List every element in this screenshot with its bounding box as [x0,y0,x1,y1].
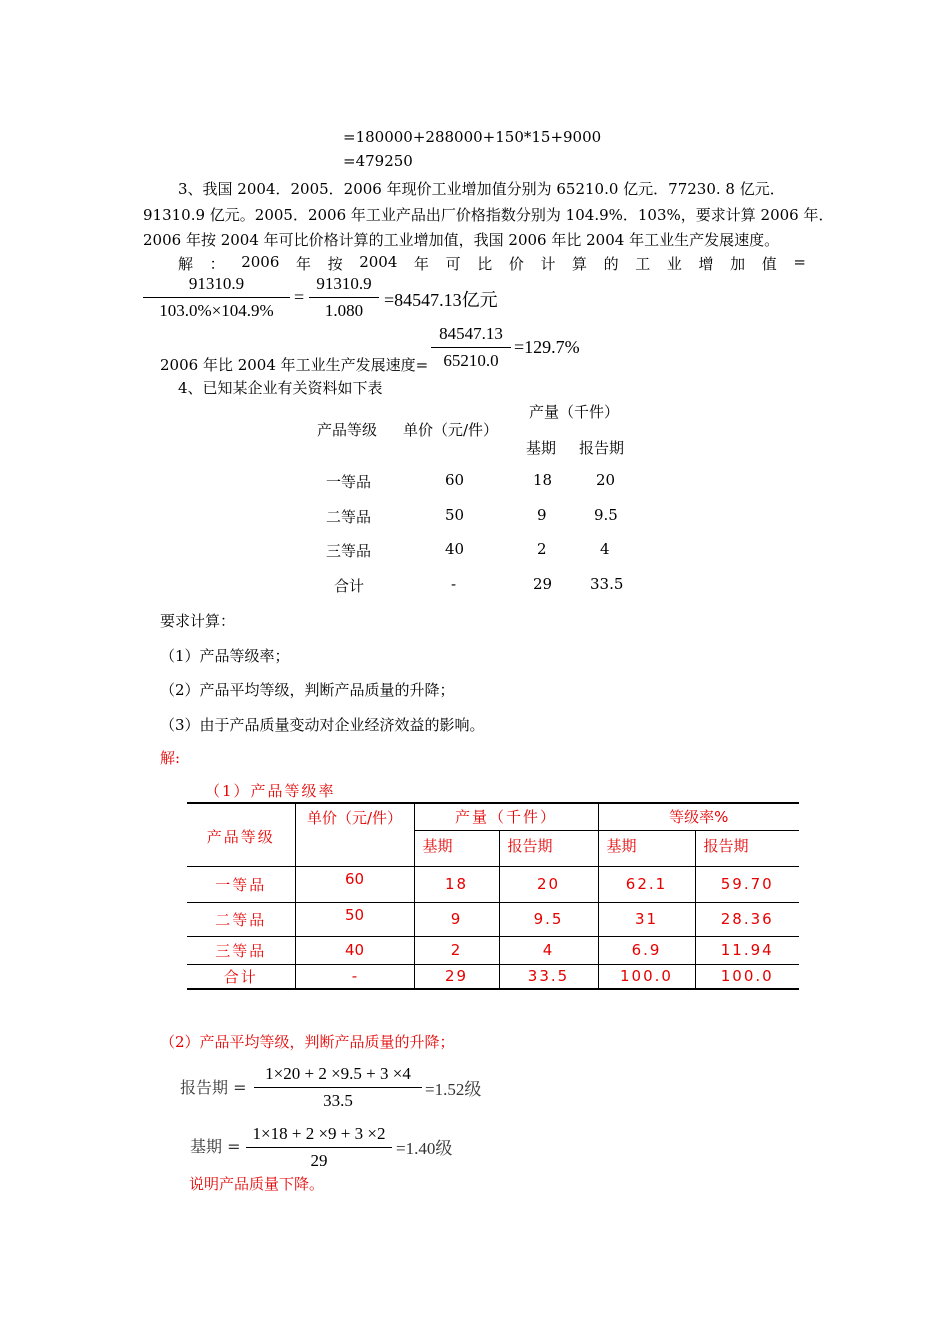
fraction-3-numerator: 84547.13 [439,324,503,343]
table2-cell-rate-base: 62.1 [598,866,695,902]
table2-header-price-text: 单价（元/件） [306,809,403,827]
solution-word: 解 [178,255,194,273]
table2-cell-rate-report: 100.0 [695,964,799,989]
table2-cell-base: 29 [414,964,499,989]
solution-word: 加 [730,255,746,273]
table2-header-grade-text: 产品等级 [206,828,275,846]
table1-cell-price: 50 [445,506,465,524]
table1-cell-report: 9.5 [594,506,618,524]
table1-cell-report: 33.5 [590,575,624,593]
solution-word: 工 [635,255,651,273]
fraction-1-denominator: 103.0%×104.9% [143,297,290,321]
table1-cell-base: 18 [533,471,553,489]
requirements-title: 要求计算： [160,612,236,630]
fraction-2-denominator: 1.080 [309,297,379,321]
question-4: 4、已知某企业有关资料如下表 [178,379,383,397]
table2-cell-rate-base: 31 [598,902,695,936]
answer-subheading-1: （1）产品等级率 [205,782,336,800]
table2-cell-report: 4 [499,936,598,964]
table2-header-rate [598,803,799,830]
table1-header-report: 报告期 [579,439,625,457]
table2-header-base-rate: 基期 [598,830,695,866]
solution-word: = [793,253,806,271]
table2-cell-report: 20 [499,866,598,902]
table2-cell-rate-report: 11.94 [695,936,799,964]
report-period-result: =1.52级 [425,1080,482,1099]
table2-cell-rate-report: 59.70 [695,866,799,902]
solution-word: 业 [666,255,682,273]
table2-cell-grade: 合计 [187,964,295,989]
table-row [187,866,799,902]
report-period-numerator: 1×20 + 2 ×9.5 + 3 ×4 [265,1064,411,1083]
table1-header-price: 单价（元/件） [403,421,499,439]
fraction-3-result: =129.7% [514,337,580,357]
question-3-line-3: 2006 年按 2004 年可比价格计算的工业增加值，我国 2006 年比 2004 年工业生产发展速度。 [143,231,780,249]
solution-word: 算 [572,255,588,273]
table1-cell-base: 9 [537,506,547,524]
fraction-1-numerator: 91310.9 [188,274,245,293]
table-row [187,964,799,989]
equals-sign: = [294,287,305,307]
table2-header-grade [187,803,295,866]
solution-word: 年 [296,255,312,273]
solution-word: 按 [327,255,343,273]
solution-word: 值 [761,255,777,273]
equation-line-2: =479250 [343,152,413,170]
table1-cell-grade: 一等品 [326,473,372,491]
solution-word: 的 [603,255,619,273]
table1-header-output: 产量（千件） [529,403,620,421]
table2-cell-grade: 二等品 [187,902,295,936]
table1-cell-price: 40 [445,540,465,558]
solution-word: 价 [508,255,524,273]
fraction-2-numerator: 91310.9 [316,274,372,293]
solution-word: 可 [445,255,461,273]
report-period-denominator: 33.5 [254,1087,422,1111]
fraction-2 [309,274,379,321]
fraction-3-denominator: 65210.0 [431,347,511,371]
table1-cell-report: 20 [596,471,616,489]
table2-header-report: 报告期 [499,830,598,866]
table2-cell-price: 50 [295,902,414,936]
table1-cell-grade: 三等品 [326,542,372,560]
table2-header-base: 基期 [414,830,499,866]
solution-line [178,253,806,274]
solution-word: 比 [477,255,493,273]
table2-cell-base: 18 [414,866,499,902]
table1-cell-grade: 二等品 [326,508,372,526]
table2-cell-rate-base: 100.0 [598,964,695,989]
table1-cell-base: 2 [537,540,547,558]
conclusion: 说明产品质量下降。 [189,1175,325,1193]
requirement-1: （1）产品等级率； [160,647,290,665]
table1-header-base: 基期 [526,439,557,457]
table2-cell-price: - [295,964,414,989]
table2-cell-base: 9 [414,902,499,936]
solution-word: 计 [540,255,556,273]
table-row [187,902,799,936]
table1-cell-base: 29 [533,575,553,593]
solution-word: 2006 [241,253,280,271]
base-period-label: 基期 = [190,1137,241,1156]
fraction-1 [143,274,290,321]
answer-heading: 解: [160,749,181,767]
table2-cell-price: 60 [295,866,414,902]
table2-cell-rate-base: 6.9 [598,936,695,964]
solution-word: 年 [414,255,430,273]
base-period-denominator: 29 [246,1147,392,1171]
table2-header-output-text: 产量（千件） [454,808,557,827]
table2-cell-report: 33.5 [499,964,598,989]
equation-line-1: =180000+288000+150*15+9000 [343,128,602,146]
report-period-label: 报告期 = [180,1078,247,1097]
table2-cell-price: 40 [295,936,414,964]
table1-header-grade: 产品等级 [317,421,378,439]
solution-word: 增 [698,255,714,273]
base-period-fraction [246,1124,392,1171]
table2-header-price [295,803,414,866]
solution-word: ： [209,255,225,273]
table2-cell-grade: 三等品 [187,936,295,964]
base-period-numerator: 1×18 + 2 ×9 + 3 ×2 [252,1124,386,1143]
answer-subheading-2: （2）产品平均等级，判断产品质量的升降； [160,1033,455,1051]
table2-cell-report: 9.5 [499,902,598,936]
table2-cell-grade: 一等品 [187,866,295,902]
requirement-3: （3）由于产品质量变动对企业经济效益的影响。 [160,716,485,734]
fraction-3 [431,324,511,371]
table1-cell-price: 60 [445,471,465,489]
table2-header-report-rate: 报告期 [695,830,799,866]
table1-cell-grade: 合计 [334,577,365,595]
report-period-fraction [254,1064,422,1111]
table2-cell-rate-report: 28.36 [695,902,799,936]
base-period-result: =1.40级 [396,1139,453,1158]
table2-header-output [414,803,598,830]
table-row [187,936,799,964]
speed-label: 2006 年比 2004 年工业生产发展速度= [160,356,429,374]
question-3-line-1: 3、我国 2004．2005．2006 年现价工业增加值分别为 65210.0 亿元．77230. 8 亿元． [178,180,785,198]
table-row [187,803,799,830]
fraction-2-result: =84547.13亿元 [384,290,498,310]
grade-rate-table [187,802,799,990]
requirement-2: （2）产品平均等级，判断产品质量的升降； [160,681,455,699]
solution-word: 2004 [359,253,398,271]
table1-cell-price: - [451,575,457,593]
table2-header-rate-text: 等级率% [669,808,729,827]
table1-cell-report: 4 [600,540,610,558]
table2-cell-base: 2 [414,936,499,964]
question-3-line-2: 91310.9 亿元。2005．2006 年工业产品出厂价格指数分别为 104.9%．103%，要求计算 2006 年． [143,206,834,224]
